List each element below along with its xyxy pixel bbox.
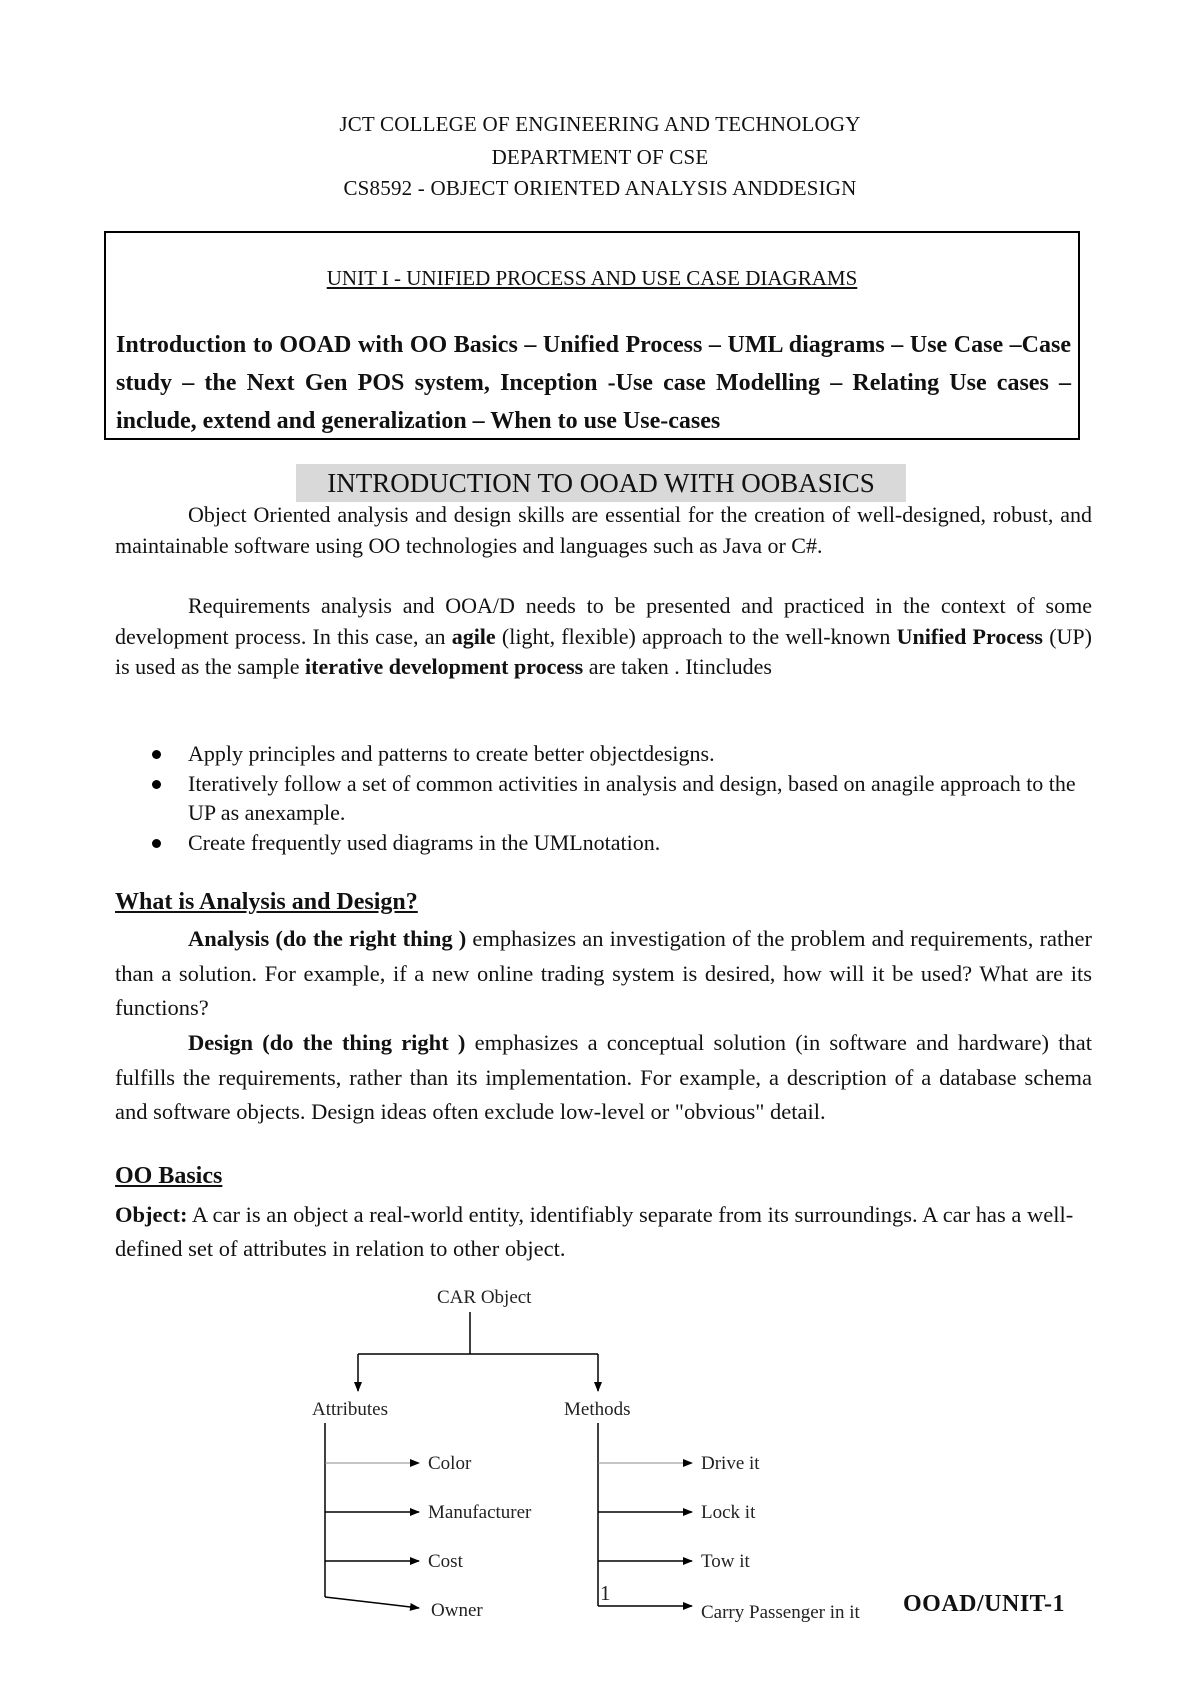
- design-term: Design (do the thing right ): [188, 1030, 466, 1055]
- attribute-item: Color: [428, 1453, 472, 1474]
- method-item: Drive it: [701, 1453, 760, 1474]
- attribute-item: Cost: [428, 1551, 463, 1572]
- agile-term: agile: [451, 623, 496, 649]
- design-paragraph: [115, 1026, 1092, 1130]
- footer-label: OOAD/UNIT-1: [903, 1591, 1065, 1617]
- college-name: JCT COLLEGE OF ENGINEERING AND TECHNOLOGY: [339, 112, 861, 136]
- analysis-design-heading: What is Analysis and Design?: [115, 889, 418, 915]
- object-term: Object:: [115, 1202, 188, 1227]
- methods-label: Methods: [564, 1399, 631, 1420]
- list-item: Iteratively follow a set of common activities in analysis and design, based on anagile approach to the UP as anexample.: [115, 769, 1092, 828]
- car-object-diagram: [300, 1285, 900, 1630]
- object-paragraph: [115, 1198, 1092, 1266]
- design-text: emphasizes a conceptual solution (in software and hardware) that fulfills the requirements, rather than its implementation. For example, a description of a database schema and software objects. Design ideas often exclude low-level or "obvious" detail.: [115, 1030, 1092, 1124]
- para2-text-4: are taken . Itincludes: [583, 654, 772, 679]
- object-text: A car is an object a real-world entity, identifiably separate from its surroundings. A car has a well-defined set of attributes in relation to other object.: [115, 1202, 1074, 1261]
- list-item: Create frequently used diagrams in the UMLnotation.: [115, 828, 1092, 858]
- iterative-process-term: iterative development process: [305, 654, 584, 679]
- attribute-arrow: [325, 1597, 419, 1608]
- attribute-item: Manufacturer: [428, 1502, 532, 1523]
- analysis-paragraph: [115, 922, 1092, 1026]
- page-number: 1: [600, 1581, 611, 1605]
- diagram-root-label: CAR Object: [437, 1287, 532, 1308]
- para2-text-2: (light, flexible) approach to the well-known: [495, 623, 897, 649]
- section-title: INTRODUCTION TO OOAD WITH OOBASICS: [296, 464, 906, 502]
- oo-basics-heading: OO Basics: [115, 1163, 223, 1189]
- unified-process-term: Unified Process: [896, 623, 1043, 649]
- method-item: Lock it: [701, 1502, 756, 1523]
- analysis-term: Analysis (do the right thing ): [188, 926, 467, 951]
- unit-title: UNIT I - UNIFIED PROCESS AND USE CASE DIAGRAMS: [326, 266, 858, 290]
- department-name: DEPARTMENT OF CSE: [491, 145, 709, 169]
- para2-text-1: Requirements analysis and OOA/D needs to be presented and practiced in the context of some development process. In this case, an: [115, 593, 1092, 649]
- includes-list: [115, 739, 1092, 857]
- unit-syllabus-box: [104, 231, 1080, 440]
- course-title: CS8592 - OBJECT ORIENTED ANALYSIS ANDDESIGN: [343, 176, 857, 200]
- attributes-label: Attributes: [312, 1399, 388, 1420]
- para2-text-3: (UP) is used as the sample: [115, 623, 1092, 679]
- attribute-item: Owner: [431, 1600, 483, 1621]
- method-item: Carry Passenger in it: [701, 1602, 860, 1623]
- unit-description: Introduction to OOAD with OO Basics – Unified Process – UML diagrams – Use Case –Case study – the Next Gen POS system, Inception -Use case Modelling – Relating Use cases – include, extend and generalization – When to use Use-cases: [116, 332, 1071, 434]
- method-item: Tow it: [701, 1551, 750, 1572]
- intro-paragraph-2: [115, 591, 1092, 683]
- intro-paragraph-1: Object Oriented analysis and design skills are essential for the creation of well-designed, robust, and maintainable software using OO technologies and languages such as Java or C#.: [115, 502, 1092, 558]
- list-item: Apply principles and patterns to create better objectdesigns.: [115, 739, 1092, 769]
- analysis-text: emphasizes an investigation of the problem and requirements, rather than a solution. For example, if a new online trading system is desired, how will it be used? What are its functions?: [115, 926, 1092, 1020]
